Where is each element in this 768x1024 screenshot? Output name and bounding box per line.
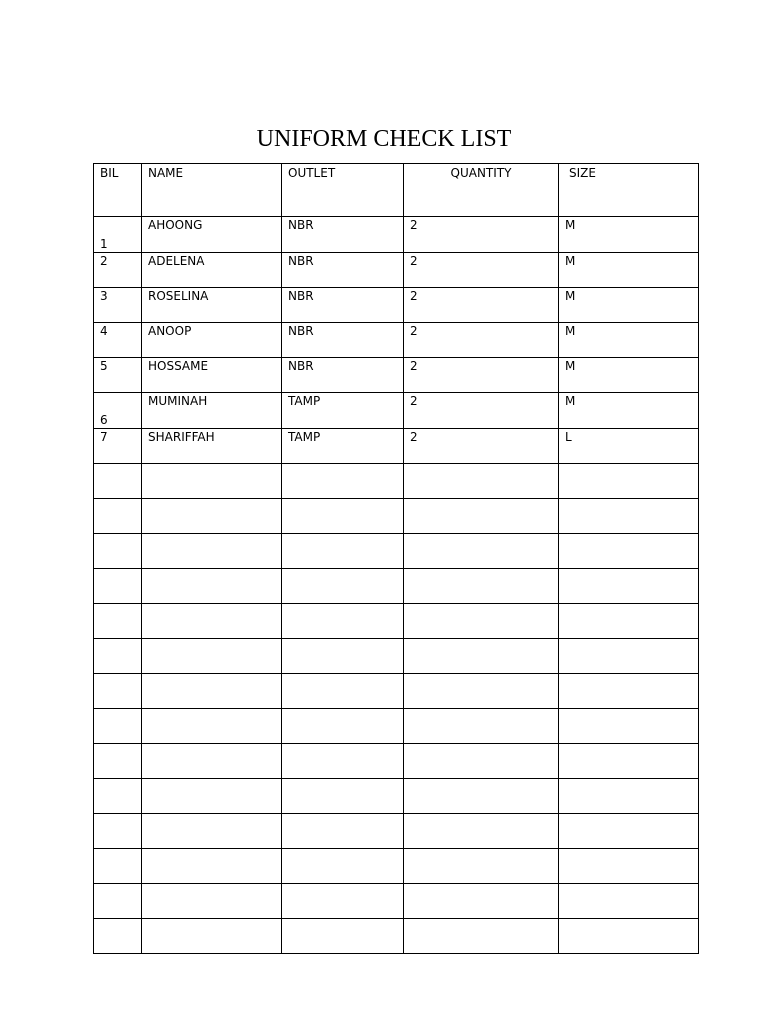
table-row bbox=[94, 779, 699, 814]
cell-quantity: 2 bbox=[404, 323, 559, 358]
cell-bil bbox=[94, 464, 142, 499]
cell-name: HOSSAME bbox=[142, 358, 282, 393]
cell-outlet bbox=[282, 709, 404, 744]
cell-name bbox=[142, 534, 282, 569]
cell-bil: 6 bbox=[94, 393, 142, 429]
cell-name: AHOONG bbox=[142, 217, 282, 253]
cell-bil: 5 bbox=[94, 358, 142, 393]
cell-name: MUMINAH bbox=[142, 393, 282, 429]
cell-name: ROSELINA bbox=[142, 288, 282, 323]
header-size: SIZE bbox=[559, 164, 699, 217]
cell-size: M bbox=[559, 253, 699, 288]
cell-outlet bbox=[282, 884, 404, 919]
table-row bbox=[94, 288, 699, 323]
table-row bbox=[94, 814, 699, 849]
cell-bil: 3 bbox=[94, 288, 142, 323]
cell-outlet: NBR bbox=[282, 358, 404, 393]
cell-outlet bbox=[282, 639, 404, 674]
cell-bil bbox=[94, 674, 142, 709]
cell-size bbox=[559, 674, 699, 709]
cell-outlet: NBR bbox=[282, 217, 404, 253]
header-bil: BIL bbox=[94, 164, 142, 217]
cell-quantity bbox=[404, 744, 559, 779]
table-row bbox=[94, 639, 699, 674]
cell-quantity bbox=[404, 499, 559, 534]
header-outlet: OUTLET bbox=[282, 164, 404, 217]
cell-quantity bbox=[404, 849, 559, 884]
cell-size bbox=[559, 604, 699, 639]
cell-size bbox=[559, 709, 699, 744]
cell-size bbox=[559, 884, 699, 919]
cell-quantity bbox=[404, 604, 559, 639]
table-row bbox=[94, 464, 699, 499]
cell-quantity: 2 bbox=[404, 217, 559, 253]
cell-bil bbox=[94, 814, 142, 849]
cell-bil bbox=[94, 604, 142, 639]
cell-size: M bbox=[559, 358, 699, 393]
cell-size: M bbox=[559, 393, 699, 429]
cell-size bbox=[559, 464, 699, 499]
page-title: UNIFORM CHECK LIST bbox=[256, 126, 512, 152]
cell-outlet bbox=[282, 604, 404, 639]
cell-bil: 4 bbox=[94, 323, 142, 358]
cell-outlet bbox=[282, 674, 404, 709]
cell-outlet bbox=[282, 814, 404, 849]
cell-bil bbox=[94, 884, 142, 919]
cell-quantity: 2 bbox=[404, 253, 559, 288]
cell-quantity bbox=[404, 814, 559, 849]
cell-name bbox=[142, 779, 282, 814]
cell-bil bbox=[94, 919, 142, 954]
header-quantity: QUANTITY bbox=[404, 164, 559, 217]
cell-name: ADELENA bbox=[142, 253, 282, 288]
cell-bil bbox=[94, 569, 142, 604]
cell-outlet bbox=[282, 464, 404, 499]
cell-quantity bbox=[404, 569, 559, 604]
cell-bil bbox=[94, 639, 142, 674]
cell-name bbox=[142, 499, 282, 534]
header-row bbox=[94, 164, 699, 217]
cell-outlet bbox=[282, 744, 404, 779]
cell-size bbox=[559, 534, 699, 569]
cell-bil: 2 bbox=[94, 253, 142, 288]
table-row bbox=[94, 919, 699, 954]
cell-size bbox=[559, 919, 699, 954]
cell-size bbox=[559, 639, 699, 674]
table-row bbox=[94, 849, 699, 884]
cell-size bbox=[559, 779, 699, 814]
table-row bbox=[94, 884, 699, 919]
cell-name bbox=[142, 464, 282, 499]
table-row bbox=[94, 499, 699, 534]
table-row bbox=[94, 744, 699, 779]
table-row bbox=[94, 604, 699, 639]
cell-outlet bbox=[282, 779, 404, 814]
table-row bbox=[94, 217, 699, 253]
cell-outlet bbox=[282, 534, 404, 569]
cell-quantity: 2 bbox=[404, 393, 559, 429]
cell-size bbox=[559, 499, 699, 534]
cell-name bbox=[142, 814, 282, 849]
table-row bbox=[94, 534, 699, 569]
table-row bbox=[94, 709, 699, 744]
cell-name bbox=[142, 849, 282, 884]
cell-size: M bbox=[559, 323, 699, 358]
cell-outlet bbox=[282, 849, 404, 884]
cell-size bbox=[559, 849, 699, 884]
uniform-table bbox=[93, 163, 699, 954]
cell-bil bbox=[94, 534, 142, 569]
cell-quantity: 2 bbox=[404, 358, 559, 393]
cell-name: SHARIFFAH bbox=[142, 429, 282, 464]
cell-name: ANOOP bbox=[142, 323, 282, 358]
cell-bil bbox=[94, 849, 142, 884]
cell-size: L bbox=[559, 429, 699, 464]
cell-quantity: 2 bbox=[404, 429, 559, 464]
cell-bil bbox=[94, 709, 142, 744]
cell-size bbox=[559, 814, 699, 849]
cell-outlet: NBR bbox=[282, 253, 404, 288]
table-row bbox=[94, 393, 699, 429]
cell-name bbox=[142, 639, 282, 674]
cell-outlet: NBR bbox=[282, 323, 404, 358]
cell-size: M bbox=[559, 217, 699, 253]
table-row bbox=[94, 253, 699, 288]
table-row bbox=[94, 569, 699, 604]
cell-name bbox=[142, 919, 282, 954]
cell-name bbox=[142, 604, 282, 639]
cell-outlet bbox=[282, 499, 404, 534]
cell-outlet bbox=[282, 919, 404, 954]
cell-name bbox=[142, 674, 282, 709]
cell-bil: 1 bbox=[94, 217, 142, 253]
cell-name bbox=[142, 709, 282, 744]
table-row bbox=[94, 323, 699, 358]
cell-outlet: NBR bbox=[282, 288, 404, 323]
cell-quantity bbox=[404, 709, 559, 744]
table-row bbox=[94, 674, 699, 709]
cell-quantity bbox=[404, 779, 559, 814]
cell-bil bbox=[94, 744, 142, 779]
cell-quantity bbox=[404, 534, 559, 569]
cell-size bbox=[559, 744, 699, 779]
cell-quantity bbox=[404, 919, 559, 954]
cell-quantity bbox=[404, 884, 559, 919]
cell-bil bbox=[94, 499, 142, 534]
cell-name bbox=[142, 884, 282, 919]
table-row bbox=[94, 358, 699, 393]
cell-name bbox=[142, 569, 282, 604]
cell-quantity bbox=[404, 464, 559, 499]
cell-outlet bbox=[282, 569, 404, 604]
cell-quantity: 2 bbox=[404, 288, 559, 323]
header-name: NAME bbox=[142, 164, 282, 217]
table-row bbox=[94, 429, 699, 464]
cell-bil bbox=[94, 779, 142, 814]
cell-outlet: TAMP bbox=[282, 393, 404, 429]
cell-outlet: TAMP bbox=[282, 429, 404, 464]
cell-name bbox=[142, 744, 282, 779]
cell-size: M bbox=[559, 288, 699, 323]
cell-quantity bbox=[404, 674, 559, 709]
cell-quantity bbox=[404, 639, 559, 674]
cell-size bbox=[559, 569, 699, 604]
cell-bil: 7 bbox=[94, 429, 142, 464]
